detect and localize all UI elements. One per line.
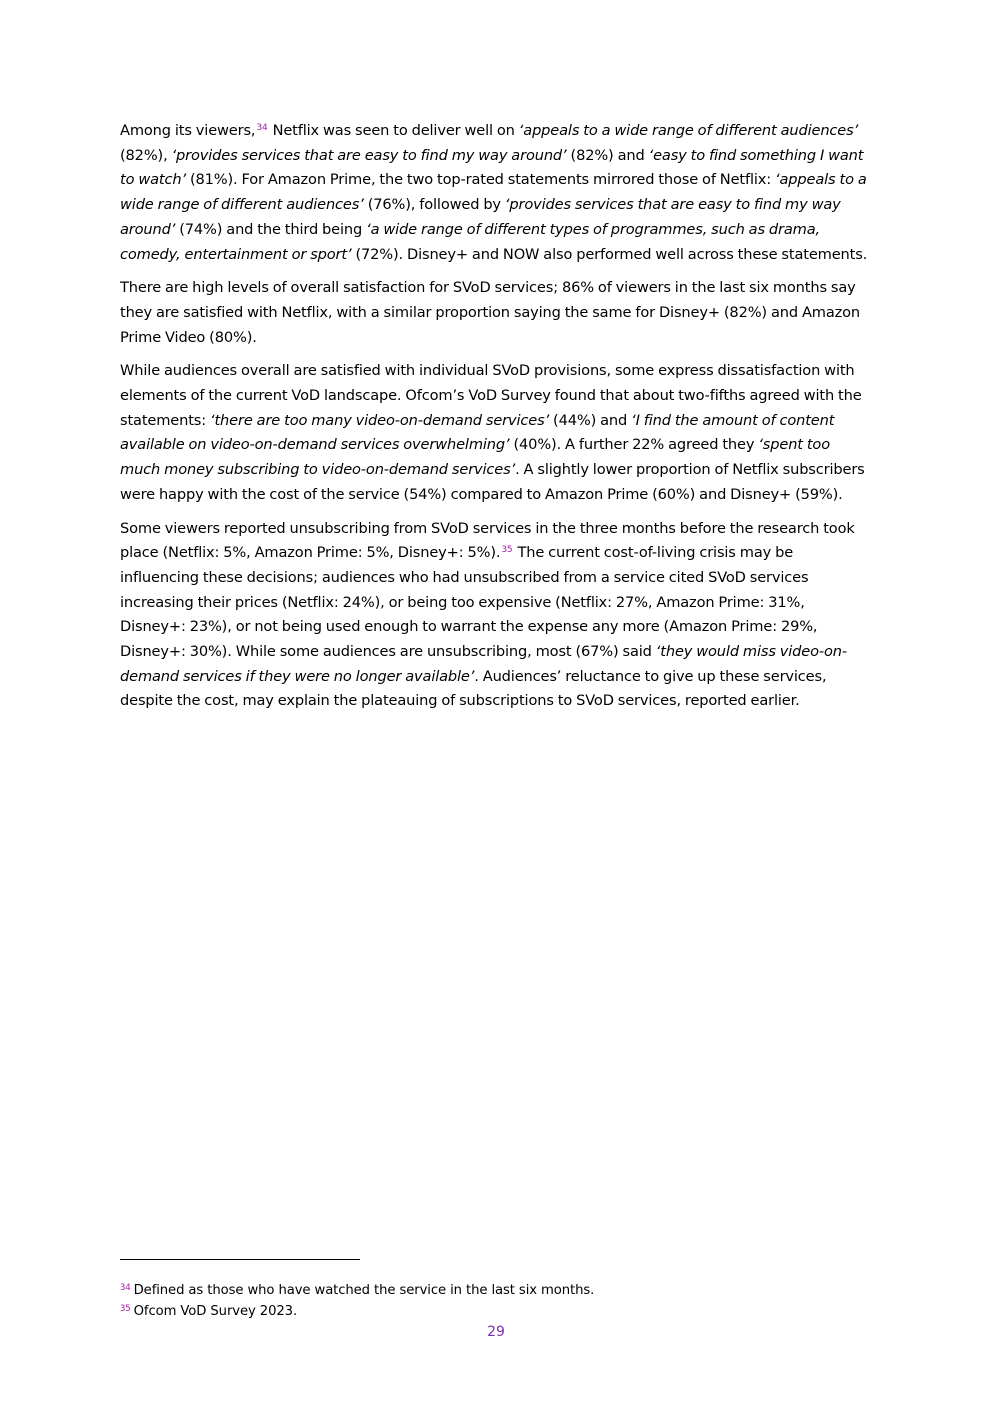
- text-run: (40%). A further 22% agreed they: [509, 436, 759, 454]
- quoted-statement: ‘spent too much money subscribing to video-on-demand services’: [120, 436, 830, 479]
- text-run: Netflix was seen to deliver well on: [268, 122, 519, 139]
- footnote-35-marker: 35: [120, 1303, 131, 1314]
- body-text: [120, 119, 872, 723]
- footnote-ref-34[interactable]: 34: [256, 123, 268, 133]
- text-run: (82%),: [120, 146, 172, 164]
- quoted-statement: ‘provides services that are easy to find my way around’: [171, 146, 567, 164]
- text-run: (82%) and: [566, 146, 649, 164]
- text-run: The current cost-of-living crisis may be influencing these decisions; audiences who had unsubscribed from a service cited SVoD services increasing their prices (Netflix: 24%), or being too expensive (Netflix: 27%, Amazon Prime: 31%, Disney+: 23%), or not being used enough to warrant the expense any more (Amazon Prime: 29%, Disney+: 30%). While some audiences are unsubscribing, most (67%) said: [120, 544, 818, 661]
- text-run: . Audiences’ reluctance to give up these services, despite the cost, may explain the plateauing of subscriptions to SVoD services, reported earlier.: [120, 667, 827, 710]
- paragraph-unsubscribing: [120, 517, 872, 715]
- text-run: (76%), followed by: [363, 196, 505, 214]
- text-run: (81%). For Amazon Prime, the two top-rated statements mirrored those of Netflix:: [185, 171, 776, 189]
- quoted-statement: ‘appeals to a wide range of different audiences’: [518, 122, 859, 139]
- text-run: Among its viewers,: [120, 122, 256, 139]
- footnote-ref-35[interactable]: 35: [501, 545, 513, 556]
- text-run: . A slightly lower proportion of Netflix subscribers were happy with the cost of the service (54%) compared to Amazon Prime (60%) and Disney+ (59%).: [120, 461, 865, 503]
- quoted-statement: ‘appeals to a wide range of different audiences’: [120, 171, 867, 214]
- footnote-35: [120, 1302, 872, 1323]
- quoted-statement: ‘there are too many video-on-demand services’: [210, 411, 550, 429]
- text-run: (44%) and: [549, 411, 632, 429]
- text-run: (74%) and the third being: [175, 220, 367, 238]
- quoted-statement: ‘provides services that are easy to find my way around’: [120, 196, 841, 238]
- footnote-34-marker: 34: [120, 1283, 131, 1293]
- text-run: There are high levels of overall satisfaction for SVoD services; 86% of viewers in the last six months say they are satisfied with Netflix, with a similar proportion saying the same for Disney+ (82%) and Amazon Prime Video (80%).: [120, 279, 861, 346]
- quoted-statement: ‘a wide range of different types of programmes, such as drama, comedy, entertainment or sport’: [120, 220, 821, 263]
- footnote-35-text: Ofcom VoD Survey 2023.: [133, 1303, 298, 1319]
- footnote-34-text: Defined as those who have watched the service in the last six months.: [133, 1283, 595, 1298]
- paragraph-dissatisfaction: [120, 359, 872, 507]
- text-run: Some viewers reported unsubscribing from SVoD services in the three months before the research took place (Netflix: 5%, Amazon Prime: 5%, Disney+: 5%).: [120, 519, 855, 562]
- paragraph-netflix-ratings: [120, 119, 872, 267]
- footnotes: [120, 1281, 872, 1322]
- page-number: 29: [487, 1324, 505, 1340]
- footnote-34: [120, 1281, 872, 1302]
- paragraph-satisfaction: [120, 276, 872, 350]
- footnote-separator: [120, 1259, 360, 1260]
- quoted-statement: ‘easy to find something I want to watch’: [120, 146, 864, 189]
- quoted-statement: ‘they would miss video-on-demand services if they were no longer available’: [120, 643, 848, 685]
- text-run: (72%). Disney+ and NOW also performed well across these statements.: [351, 245, 868, 263]
- text-run: While audiences overall are satisfied with individual SVoD provisions, some express dissatisfaction with elements of the current VoD landscape. Ofcom’s VoD Survey found that about two-fifths agreed with the statements:: [120, 362, 862, 429]
- quoted-statement: ‘I find the amount of content available on video-on-demand services overwhelming’: [120, 411, 835, 454]
